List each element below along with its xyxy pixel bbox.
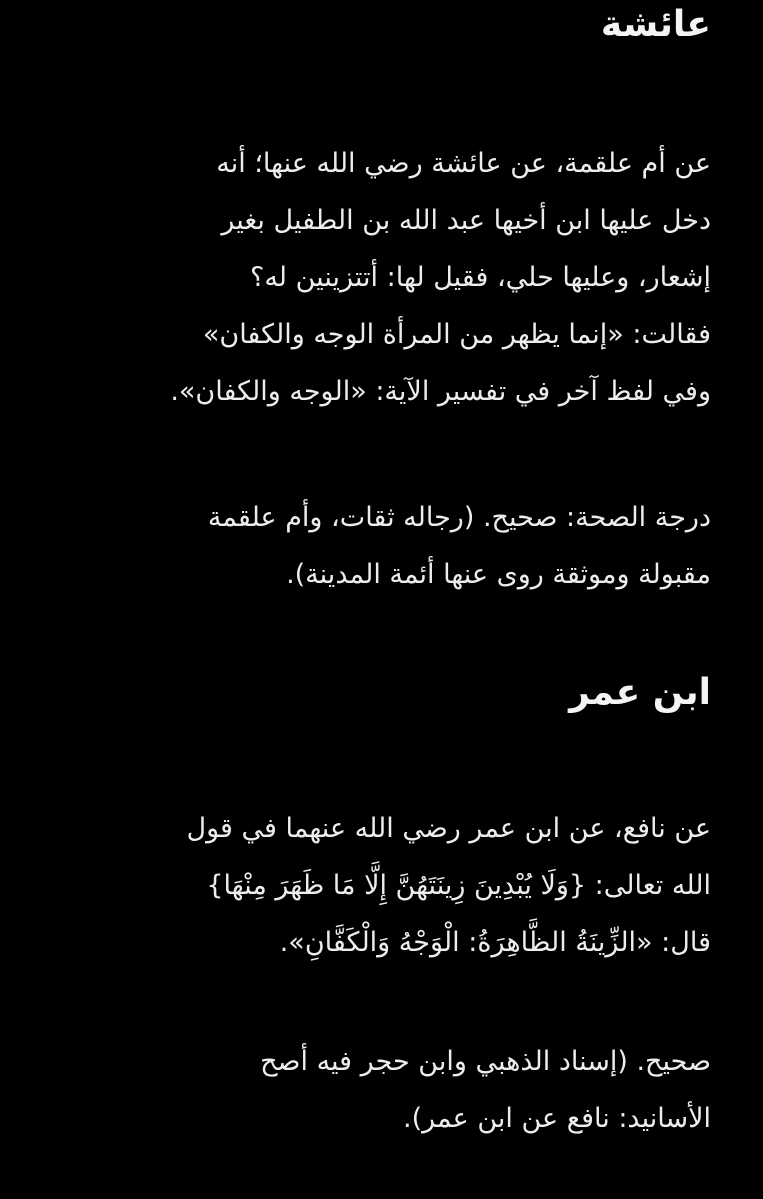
text-line: مقبولة وموثقة روى عنها أئمة المدينة).	[286, 559, 711, 590]
section-heading-aisha: عائشة	[600, 4, 711, 45]
text-line: فقالت: «إنما يظهر من المرأة الوجه والكفان»	[202, 319, 711, 350]
hadith-text-aisha	[51, 135, 711, 420]
text-line: دخل عليها ابن أخيها عبد الله بن الطفيل بغير	[221, 205, 711, 236]
text-line: عن أم علقمة، عن عائشة رضي الله عنها؛ أنه	[216, 148, 711, 179]
text-line: الأسانيد: نافع عن ابن عمر).	[403, 1103, 711, 1134]
text-line: صحيح. (إسناد الذهبي وابن حجر فيه أصح	[260, 1046, 711, 1077]
text-line: وفي لفظ آخر في تفسير الآية: «الوجه والكفان».	[170, 376, 711, 407]
text-line: الله تعالى: {وَلَا يُبْدِينَ زِينَتَهُنَّ إِلَّا مَا ظَهَرَ مِنْهَا}	[206, 870, 711, 901]
text-line: قال: «الزِّينَةُ الظَّاهِرَةُ: الْوَجْهُ وَالْكَفَّانِ».	[279, 927, 711, 958]
text-line: عن نافع، عن ابن عمر رضي الله عنهما في قول	[186, 813, 711, 844]
grading-text-ibn-umar	[51, 1033, 711, 1147]
section-heading-ibn-umar: ابن عمر	[569, 672, 711, 713]
text-line: إشعار، وعليها حلي، فقيل لها: أتتزينين له؟	[250, 262, 711, 293]
text-line: درجة الصحة: صحيح. (رجاله ثقات، وأم علقمة	[207, 502, 711, 533]
grading-text-aisha	[51, 489, 711, 603]
hadith-text-ibn-umar	[51, 800, 711, 971]
